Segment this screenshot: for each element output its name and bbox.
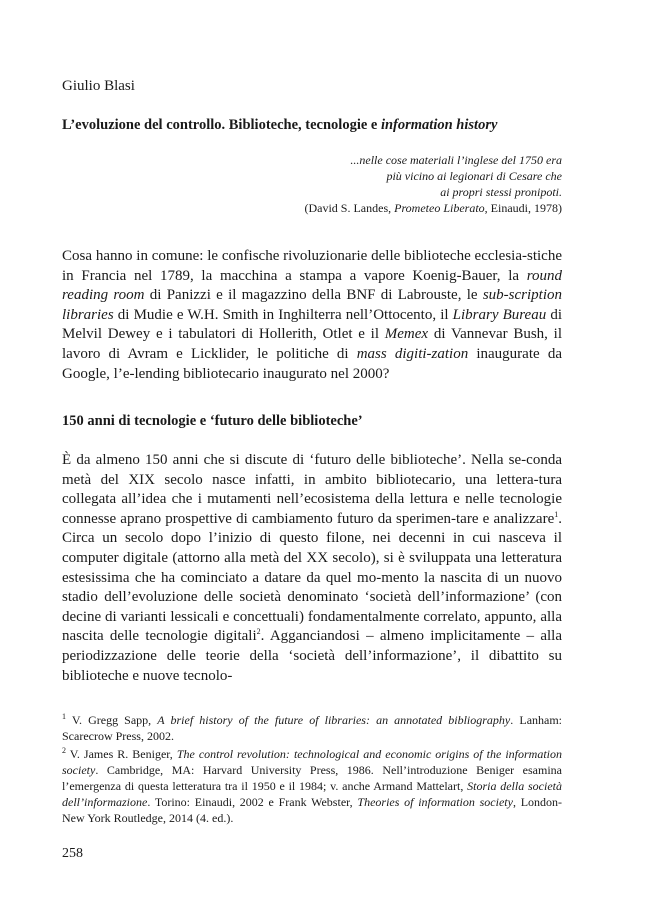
intro-text: inaugurate da Google, l’e-lending bibliotecario inaugurato nel 2000? xyxy=(62,345,562,382)
footnote-ref[interactable]: 1 xyxy=(554,509,559,519)
epigraph-source xyxy=(202,200,562,216)
epigraph-line: ai propri stessi pronipoti. xyxy=(440,185,562,199)
footnote-text: V. Gregg Sapp, xyxy=(66,713,158,727)
footnote-2 xyxy=(62,746,562,826)
footnote-title: The control revolution: technological and economic origins of the information society xyxy=(62,747,562,777)
footnote-mark: 2 xyxy=(62,746,66,755)
footnote-text: , London-New York Routledge, 2014 (4. ed.). xyxy=(62,795,563,825)
footnote-title: Storia della società dell’informazione xyxy=(62,779,562,809)
intro-text: Cosa hanno in comune: le confische rivoluzionarie delle biblioteche ecclesia-stiche in Francia nel 1789, la macchina a stampa a vapore Koenig-Bauer, la xyxy=(62,248,562,284)
intro-text: di Vannevar Bush, il lavoro di Avram e Licklider, le politiche di xyxy=(62,326,563,362)
footnote-text: . Cambridge, MA: Harvard University Press, 1986. Nell’introduzione Beniger esamina l’emergenza di questa letteratura tra il 1950 e il 1984; v. anche Armand Mattelart, xyxy=(62,763,562,793)
epigraph xyxy=(202,152,562,216)
intro-italic: Memex xyxy=(384,326,429,343)
epigraph-source-title: Prometeo Liberato xyxy=(394,201,485,215)
intro-paragraph xyxy=(62,247,562,384)
body-text: È da almeno 150 anni che si discute di ‘futuro delle biblioteche’. Nella se-conda metà del XIX secolo nasce infatti, in ambito bibliotecario, una lettera-tura collegata all’idea che i mutamenti nell’ecosistema della lettura e nelle tecnologie connesse aprano prospettive di cambiamento futuro da sperimen-tare e analizzare xyxy=(62,452,562,527)
chapter-title-italic: information history xyxy=(380,117,498,133)
epigraph-source-post: , Einaudi, 1978) xyxy=(484,201,562,215)
footnote-mark: 1 xyxy=(62,712,66,721)
epigraph-line: più vicino ai legionari di Cesare che xyxy=(386,169,562,183)
intro-text: di Panizzi e il magazzino della BNF di Labrouste, le xyxy=(144,287,483,304)
page-number: 258 xyxy=(62,846,83,861)
footnote-text: . Lanham: Scarecrow Press, 2002. xyxy=(62,713,563,743)
footnote-title: Theories of information society xyxy=(357,795,513,809)
footnotes xyxy=(62,712,562,828)
epigraph-source-pre: (David S. Landes, xyxy=(304,201,395,215)
body-text: . Circa un secolo dopo l’inizio di questo filone, nei decenni in cui nasceva il computer digitale (attorno alla metà del XX secolo), si è sviluppata una letteratura estesissima che ha cominciato a datare da quel mo-mento la nascita di un nuovo stadio dell’evoluzione delle società denominato ‘società dell’informazione’ (con decine di varianti lessicali e concettuali) fondamentalmente correlato, appunto, alla nascita delle tecnologie digitali xyxy=(62,510,562,645)
chapter-title-main: L’evoluzione del controllo. Biblioteche, tecnologie e xyxy=(62,117,381,133)
intro-text: di Melvil Dewey e i tabulatori di Hollerith, Otlet e il xyxy=(62,306,562,343)
footnote-title: A brief history of the future of libraries: an annotated bibliography xyxy=(157,713,511,727)
intro-italic: mass digiti-zation xyxy=(356,345,469,362)
footnote-ref[interactable]: 2 xyxy=(256,627,261,637)
epigraph-line: ...nelle cose materiali l’inglese del 1750 era xyxy=(350,153,562,167)
section-heading: 150 anni di tecnologie e ‘futuro delle biblioteche’ xyxy=(62,413,363,429)
author-name: Giulio Blasi xyxy=(62,78,135,94)
intro-italic: sub-scription libraries xyxy=(62,287,562,323)
intro-italic: Library Bureau xyxy=(452,306,547,323)
body-paragraph xyxy=(62,451,562,686)
intro-italic: round reading room xyxy=(62,267,562,304)
chapter-title xyxy=(62,117,497,134)
footnote-text: . Torino: Einaudi, 2002 e Frank Webster, xyxy=(147,795,358,809)
body-text: . Agganciandosi – almeno implicitamente – alla periodizzazione delle teorie della ‘società dell’informazione’, il dibattito su biblioteche e nuove tecnolo- xyxy=(62,628,562,684)
footnote-1 xyxy=(62,712,562,744)
intro-text: di Mudie e W.H. Smith in Inghilterra nell’Ottocento, il xyxy=(113,306,453,323)
footnote-text: V. James R. Beniger, xyxy=(66,747,177,761)
